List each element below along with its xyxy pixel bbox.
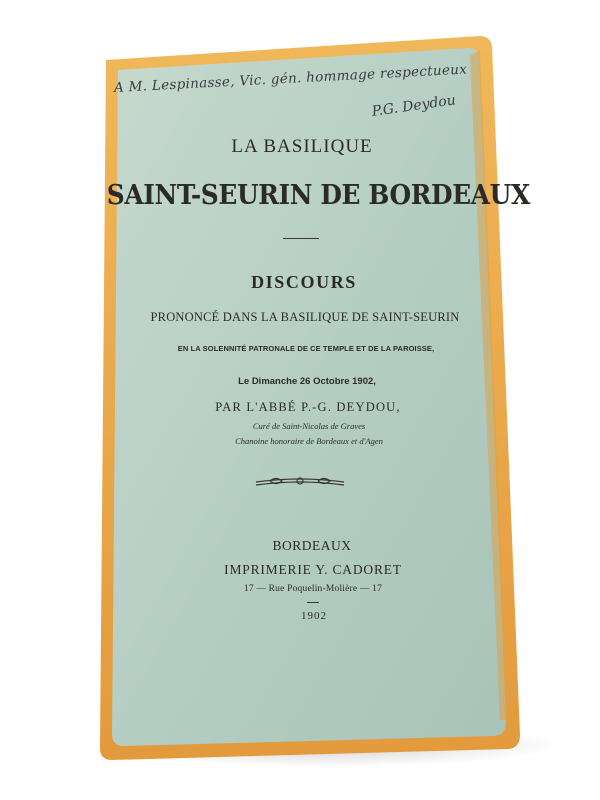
imprint-printer: IMPRIMERIE Y. CADORET — [224, 562, 402, 577]
author-line: PAR L'ABBÉ P.-G. DEYDOU, — [215, 400, 401, 414]
imprint-year: 1902 — [301, 610, 327, 622]
imprint-rule — [307, 602, 319, 603]
title-rule — [283, 238, 319, 239]
subtitle-line-1: PRONONCÉ DANS LA BASILIQUE DE SAINT-SEURIN — [150, 310, 460, 324]
heading-discours: DISCOURS — [251, 272, 357, 292]
imprint-address: 17 — Rue Poquelin-Molière — 17 — [243, 584, 383, 594]
sermon-date: Le Dimanche 26 Octobre 1902, — [238, 376, 376, 387]
handwritten-signature: P.G. Deydou — [370, 92, 457, 120]
title-line-2: SAINT-SEURIN DE BORDEAUX — [106, 180, 530, 211]
title-line-1: LA BASILIQUE — [231, 136, 373, 157]
pamphlet-cover — [100, 40, 530, 760]
subtitle-line-2: EN LA SOLENNITÉ PATRONALE DE CE TEMPLE ET DE LA PAROISSE, — [177, 344, 435, 353]
author-role-1: Curé de Saint-Nicolas de Graves — [252, 421, 366, 431]
imprint-city: BORDEAUX — [272, 538, 352, 553]
handwritten-dedication: A M. Lespinasse, Vic. gén. hommage respectueux — [113, 61, 468, 96]
author-role-2: Chanoine honoraire de Bordeaux et d'Agen — [235, 436, 383, 446]
